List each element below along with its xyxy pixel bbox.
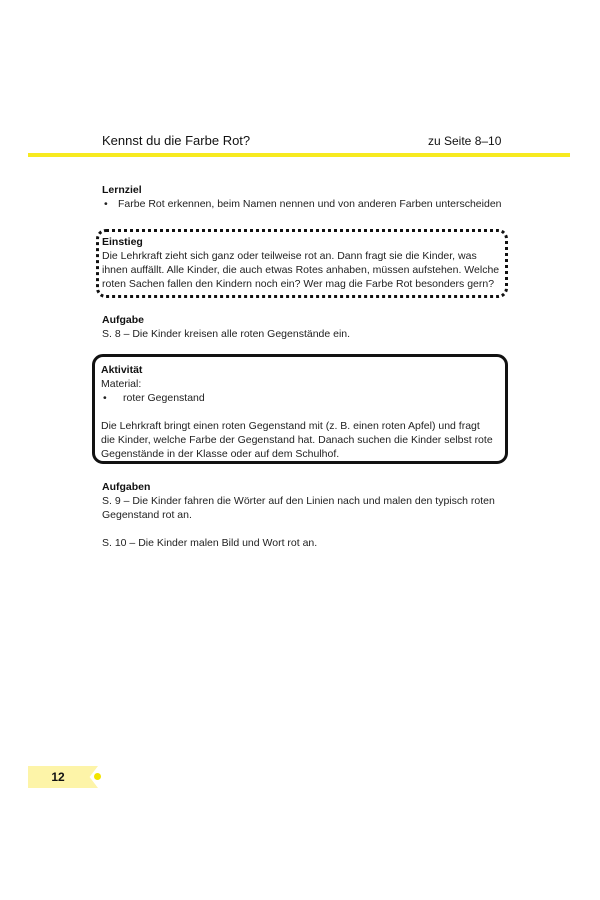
spacer: [101, 405, 503, 419]
aufgaben-task-line: S. 9 – Die Kinder fahren die Wörter auf den Linien nach und malen den typisch roten: [102, 495, 495, 507]
material-item: [101, 391, 503, 405]
aufgaben-task: S. 10 – Die Kinder malen Bild und Wort rot an.: [102, 537, 318, 549]
lernziel-item-text: Farbe Rot erkennen, beim Namen nennen und von anderen Farben unterscheiden: [118, 198, 502, 210]
aufgaben-task-line: Gegenstand rot an.: [102, 509, 192, 521]
einstieg-line: roten Sachen fallen den Kindern noch ein? Wer mag die Farbe Rot besonders gern?: [102, 278, 495, 290]
einstieg-line: Die Lehrkraft zieht sich ganz oder teilweise rot an. Dann fragt sie die Kinder, was: [102, 250, 477, 262]
aktivitaet-line: Die Lehrkraft bringt einen roten Gegenstand mit (z. B. einen roten Apfel) und fragt: [101, 420, 480, 432]
aktivitaet-line: die Kinder, welche Farbe der Gegenstand hat. Danach suchen die Kinder selbst rote: [101, 434, 493, 446]
bullet-icon: •: [103, 392, 107, 404]
lernziel-item: [102, 197, 522, 211]
material-label: Material:: [101, 378, 142, 390]
einstieg-line: ihnen auffällt. Alle Kinder, die auch etwas Rotes anhaben, müssen aufstehen. Welche: [102, 264, 500, 276]
aufgabe-text: S. 8 – Die Kinder kreisen alle roten Gegenstände ein.: [102, 328, 351, 340]
header-divider: [28, 153, 570, 157]
page-reference: zu Seite 8–10: [428, 134, 502, 148]
einstieg-heading: Einstieg: [102, 236, 143, 248]
bullet-icon: •: [104, 198, 108, 210]
lernziel-heading: Lernziel: [102, 184, 142, 196]
spacer: [102, 522, 512, 536]
aktivitaet-heading: Aktivität: [101, 364, 143, 376]
page-title: Kennst du die Farbe Rot?: [102, 133, 251, 148]
aufgaben-heading: Aufgaben: [102, 481, 151, 493]
aufgaben-section: [102, 480, 512, 550]
aktivitaet-line: Gegenstände in der Klasse oder auf dem Schulhof.: [101, 448, 340, 460]
material-item-text: roter Gegenstand: [123, 392, 205, 404]
aufgabe-section: [102, 313, 502, 341]
einstieg-section: [102, 235, 502, 291]
dot-icon: [94, 773, 101, 780]
aktivitaet-section: [101, 363, 503, 461]
lernziel-section: [102, 183, 522, 211]
aufgabe-heading: Aufgabe: [102, 314, 144, 326]
page-number: 12: [51, 770, 65, 784]
